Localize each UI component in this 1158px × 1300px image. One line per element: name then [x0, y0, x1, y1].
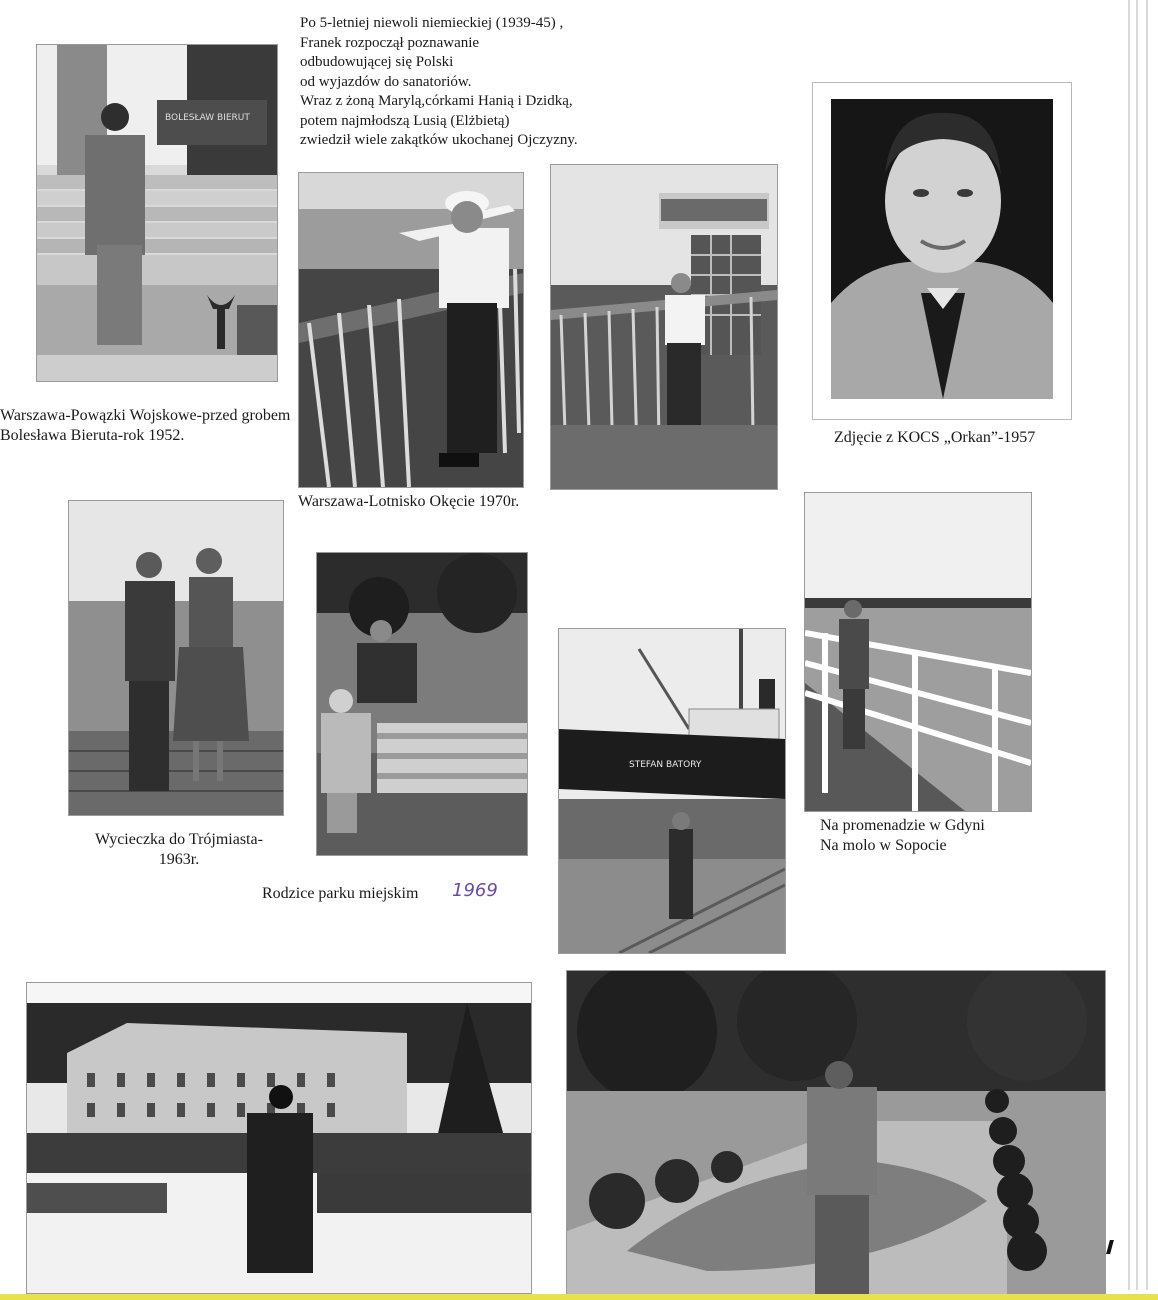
monument-sign-text: BOLESŁAW BIERUT — [165, 113, 250, 123]
ship-name-text: STEFAN BATORY — [629, 760, 702, 770]
handwritten-year: 1969 — [452, 880, 498, 901]
photo-okecie-airport-1 — [298, 172, 524, 488]
bottom-edge-line — [0, 1294, 1158, 1300]
photo-trojmiasto-couple — [68, 500, 284, 816]
photo-stefan-batory-ship — [558, 628, 786, 954]
page-edge-line — [1146, 0, 1148, 1290]
photo-okecie-airport-2 — [550, 164, 778, 490]
photo-rodzice-park — [316, 552, 528, 856]
photo-sopot-pier — [804, 492, 1032, 812]
caption-trojmiasto: Wycieczka do Trójmiasta- 1963r. — [95, 831, 263, 868]
intro-text: Po 5-letniej niewoli niemieckiej (1939-45) , Franek rozpoczął poznawanie odbudowującej się Polski od wyjazdów do sanatoriów. Wraz z żoną Marylą,córkami Hanią i Dzidką, potem najmłodszą Lusią (Elżbietą) zwiedził wiele zakątków ukochanej Ojczyzny. — [300, 15, 578, 148]
photo-powazki-monument — [36, 44, 278, 382]
caption-okecie: Warszawa-Lotnisko Okęcie 1970r. — [298, 493, 520, 510]
caption-gdynia-sopot: Na promenadzie w Gdyni Na molo w Sopocie — [820, 817, 985, 854]
caption-kocs: Zdjęcie z KOCS „Orkan”-1957 — [834, 429, 1036, 446]
page-edge-line — [1128, 0, 1130, 1290]
photo-park-garden — [566, 970, 1106, 1296]
page-edge-line — [1136, 0, 1138, 1290]
photo-kocs-portrait — [812, 82, 1072, 420]
caption-powazki: Warszawa-Powązki Wojskowe-przed grobem Bolesława Bieruta-rok 1952. — [0, 407, 291, 444]
photo-winter-sanatorium — [26, 982, 532, 1294]
page-mark — [1106, 1240, 1114, 1254]
caption-rodzice: Rodzice parku miejskim — [262, 885, 419, 902]
